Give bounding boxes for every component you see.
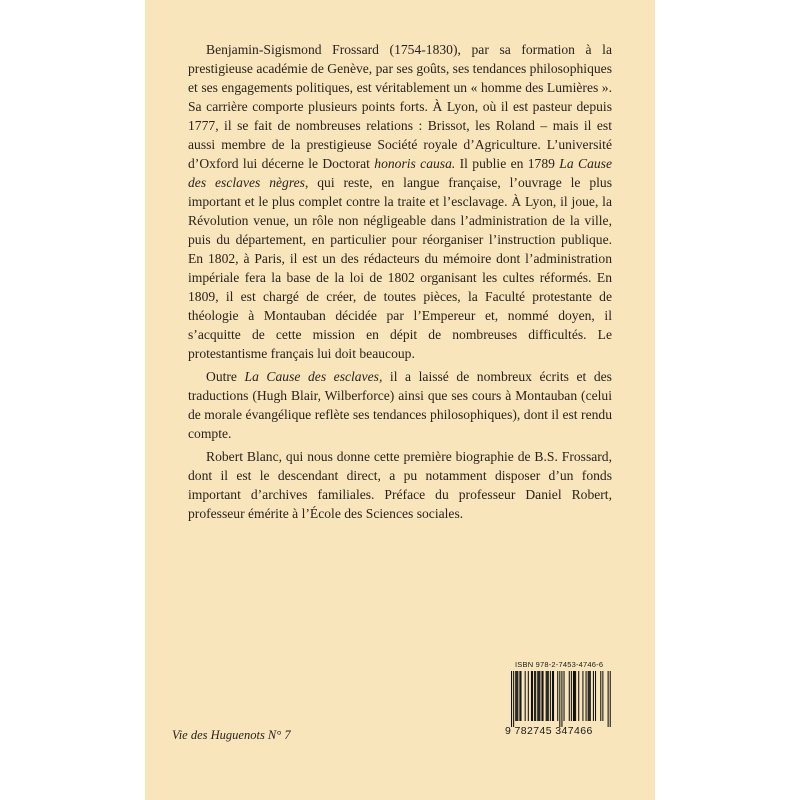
barcode-bar	[559, 671, 560, 727]
barcode-bar	[539, 671, 540, 721]
barcode-bar	[593, 671, 594, 721]
text-segment: , qui reste, en langue française, l’ouvrage le plus important et le plus complet contre la traite et l’esclavage. À Lyon, il joue, la Révolution venue, un rôle non négligeable dans l’administration de la ville, puis du département, en particulier pour réorganiser l’instruction publique. En 1802, à Paris, il est un des rédacteurs du mémoire dont l’administration impériale fera la base de la loi de 1802 organisant les cultes réformés. En 1809, il est chargé de créer, de toutes pièces, la Faculté protestante de théologie à Montauban décidée par l’Empereur et, nommé doyen, il s’acquitte de cette mission en dépit de nombreuses difficultés. Le protestantisme français lui doit beaucoup.	[188, 175, 612, 361]
barcode-bar	[569, 671, 570, 721]
paragraph-2	[188, 367, 612, 443]
barcode-bar	[552, 671, 553, 721]
barcode-bar	[602, 671, 603, 721]
barcode-bar	[561, 671, 562, 727]
barcode-bar	[531, 671, 532, 721]
barcode-bar	[532, 671, 533, 721]
text-segment: Outre	[206, 369, 245, 384]
barcode-bar	[588, 671, 589, 721]
barcode-bar	[517, 671, 518, 721]
barcode-bar	[586, 671, 587, 721]
barcode-bar	[573, 671, 574, 721]
paragraph-1	[188, 40, 612, 363]
barcode-bar	[513, 671, 514, 727]
barcode-bar	[538, 671, 539, 721]
barcode-bar	[571, 671, 572, 721]
barcode-bar	[511, 671, 512, 727]
barcode-bar	[548, 671, 549, 721]
barcode-bar	[520, 671, 521, 721]
text-segment-italic: La Cause des esclaves,	[244, 369, 383, 384]
text-segment-italic: honoris causa.	[374, 156, 456, 171]
barcode-bar	[547, 671, 548, 721]
barcode-bar	[535, 671, 536, 721]
text-segment: Benjamin-Sigismond Frossard (1754-1830), par sa formation à la prestigieuse académie de Genève, par ses goûts, ses tendances philosophiques et ses engagements politiques, est véritablement un « homme des Lumières ». Sa carrière comporte plusieurs points forts. À Lyon, où il est pasteur depuis 1777, il se fait de nombreuses relations : Brissot, les Roland – mais il est aussi membre de la prestigieuse Société royale d’Agriculture. L’université d’Oxford lui décerne le Doctorat	[188, 42, 612, 171]
barcode-bar	[608, 671, 609, 727]
isbn-label: ISBN 978-2-7453-4746-6	[515, 660, 604, 669]
series-label: Vie des Huguenots N° 7	[172, 728, 291, 742]
barcode-bar	[534, 671, 535, 721]
text-segment: Robert Blanc, qui nous donne cette première biographie de B.S. Frossard, dont il est le descendant direct, a pu notamment disposer d’un fonds important d’archives familiales. Préface du professeur Daniel Robert, professeur émérite à l’École des Sciences sociales.	[188, 449, 612, 521]
barcode-bar	[546, 671, 547, 721]
paragraph-3	[188, 447, 612, 523]
barcode-bar	[557, 671, 558, 721]
barcode-bar	[519, 671, 520, 721]
barcode-bar	[537, 671, 538, 721]
barcode-bar	[590, 671, 591, 721]
barcode-bar	[550, 671, 551, 721]
barcode-bar	[528, 671, 529, 721]
barcode-bar	[589, 671, 590, 721]
barcode-bar	[610, 671, 611, 727]
barcode-bar	[582, 671, 583, 721]
barcode-bar	[516, 671, 517, 721]
barcode-bar	[575, 671, 576, 721]
barcode-icon	[505, 671, 613, 727]
barcode-bar	[574, 671, 575, 721]
isbn-block	[505, 660, 613, 737]
barcode-bar	[553, 671, 554, 721]
barcode-bar	[564, 671, 565, 721]
barcode-digits: 9 782745 347466	[505, 725, 593, 737]
barcode-bar	[525, 671, 526, 721]
barcode-bar	[515, 671, 516, 721]
text-segment: il a laissé de nombreux écrits et des traductions (Hugh Blair, Wilberforce) ainsi que ses cours à Montauban (celui de morale évangélique reflète ses tendances philosophiques), dont il est rendu compte.	[188, 369, 612, 441]
barcode-bar	[541, 671, 542, 721]
barcode-bar	[578, 671, 579, 721]
barcode-bar	[543, 671, 544, 721]
back-cover-text	[188, 40, 612, 523]
text-segment: Il publie en 1789	[455, 156, 560, 171]
barcode-bar	[600, 671, 601, 721]
barcode-bar	[595, 671, 596, 721]
text-segment-italic: La Cause des esclaves nègres	[188, 156, 612, 190]
